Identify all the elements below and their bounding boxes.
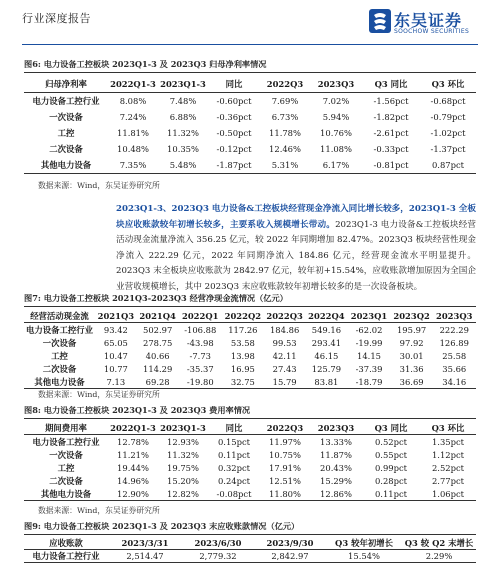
table-cell: 16.95 [230, 363, 255, 374]
table-cell: 5.31% [260, 157, 310, 174]
table-cell: 10.76% [320, 128, 352, 138]
table-header-row [24, 76, 476, 93]
table8-caption: 图8: 电力设备工控板块 2023Q1-3 及 2023Q3 费用率情况 [24, 405, 251, 415]
column-header: 2023/3/31 [108, 537, 182, 550]
column-header: 2023Q3 [310, 76, 362, 93]
table-cell: 117.26 [228, 324, 258, 335]
table-cell: -106.88 [184, 324, 217, 335]
row-label: 一次设备 [42, 337, 77, 348]
column-header: Q3 环比 [420, 421, 476, 435]
table-cell: 293.41 [311, 337, 342, 348]
table-cell: -62.02 [355, 324, 383, 335]
row-label: 二次设备 [49, 475, 83, 486]
table-cell: 27.43 [272, 363, 297, 374]
table-cell: 46.15 [314, 350, 339, 361]
paragraph-highlight: 2023Q1-3、2023Q3 电力设备&工控板块经营现金净流入同比增长较多，2023Q1-3 全板块应收账款较年初增长较多，主要系收入规模增长带动。 [116, 204, 476, 230]
table-cell: -7.73 [189, 350, 211, 361]
table-cell: -1.56pct [373, 96, 409, 106]
table-cell: 12.82% [158, 487, 208, 501]
table-cell: 12.46% [269, 144, 301, 154]
table-cell: 99.53 [272, 337, 297, 348]
table-cell: 11.80% [260, 487, 310, 501]
row-label: 其他电力设备 [24, 487, 108, 501]
table-cell: 0.28pct [374, 475, 408, 486]
table-row [24, 157, 476, 174]
table-row [24, 461, 476, 474]
brand-name-cn: 东吴证券 [394, 11, 463, 30]
column-header: Q3 环比 [420, 76, 476, 93]
operating-cashflow-table [24, 309, 476, 389]
table-cell: 126.89 [439, 337, 469, 348]
table-cell: 25.58 [442, 350, 467, 361]
receivables-table [24, 537, 476, 563]
table-cell: -19.99 [355, 337, 383, 348]
table-cell: 7.24% [119, 112, 147, 122]
table-cell: 12.93% [167, 436, 199, 447]
table-cell: 10.47 [103, 350, 128, 361]
table-cell: 7.48% [169, 96, 197, 106]
table-cell: 97.92 [399, 337, 424, 348]
column-header: 2023Q1 [347, 309, 390, 323]
table-cell: 0.99pct [374, 462, 408, 473]
column-header: 2023Q2 [391, 309, 433, 323]
table-cell: 36.69 [391, 375, 433, 389]
table-cell: 19.75% [167, 462, 199, 473]
table-cell: 502.97 [142, 324, 173, 335]
row-label: 工控 [57, 462, 75, 473]
column-header: 2022Q2 [222, 309, 264, 323]
table-cell: -0.79pct [430, 112, 466, 122]
table-cell: 7.02% [322, 96, 350, 106]
table-cell: 13.33% [320, 436, 352, 447]
column-header: 2022Q1-3 [108, 421, 158, 435]
table-row [24, 323, 476, 337]
table-cell: -43.98 [186, 337, 214, 348]
table-cell: 53.58 [230, 337, 255, 348]
table-cell: 11.78% [269, 128, 301, 138]
table-cell: 12.90% [108, 487, 158, 501]
table-cell: 15.79 [264, 375, 306, 389]
table-cell: 1.12pct [431, 449, 465, 460]
table-cell: 69.28 [137, 375, 179, 389]
table-cell: 6.88% [169, 112, 197, 122]
table-cell: 93.42 [103, 324, 128, 335]
column-header: 2022Q1-3 [108, 76, 158, 93]
table-cell: 11.32% [167, 449, 199, 460]
table6-caption-rule [24, 72, 476, 73]
table-cell: 7.13 [95, 375, 137, 389]
table-cell: 7.35% [108, 157, 158, 174]
table6-source: 数据来源：Wind，东吴证券研究所 [38, 181, 160, 190]
table-cell: 195.97 [396, 324, 427, 335]
table8-caption-rule [24, 418, 476, 419]
analysis-paragraph [116, 202, 476, 295]
table-cell: 222.29 [439, 324, 469, 335]
table-cell: 65.05 [103, 337, 128, 348]
table-cell: 10.75% [269, 449, 301, 460]
table-cell: 13.98 [230, 350, 255, 361]
table-cell: 17.91% [269, 462, 301, 473]
table-row [24, 375, 476, 389]
table-header-row [24, 421, 476, 435]
table-cell: -0.12pct [216, 144, 252, 154]
table-cell: -1.87pct [208, 157, 260, 174]
table-cell: 0.55pct [374, 449, 408, 460]
row-label: 工控 [57, 128, 75, 138]
table-cell: 2.77pct [431, 475, 465, 486]
table-cell: 11.08% [320, 144, 352, 154]
column-header: 2023Q3 [433, 309, 477, 323]
table-cell: 2,842.97 [254, 550, 326, 563]
table-row [24, 487, 476, 501]
row-label: 工控 [51, 350, 68, 361]
table-cell: 114.29 [142, 363, 173, 374]
column-header: 2023Q1-3 [158, 421, 208, 435]
row-label: 二次设备 [49, 144, 83, 154]
column-header: 同比 [208, 76, 260, 93]
table-row [24, 349, 476, 362]
table-cell: -1.37pct [430, 144, 466, 154]
table-cell: 83.81 [306, 375, 348, 389]
table-cell: -0.50pct [216, 128, 252, 138]
page-header [0, 0, 500, 44]
table-row [24, 435, 476, 449]
column-header: 2023/9/30 [254, 537, 326, 550]
table-row [24, 336, 476, 349]
table-cell: 184.86 [269, 324, 300, 335]
table-cell: 15.54% [326, 550, 402, 563]
table-cell: -2.61pct [373, 128, 409, 138]
header-divider [22, 44, 478, 45]
table8-source: 数据来源：Wind，东吴证券研究所 [38, 506, 160, 515]
table-cell: -0.81pct [362, 157, 420, 174]
table-cell: 10.48% [117, 144, 149, 154]
row-label: 电力设备工控行业 [32, 96, 100, 106]
table-cell: -0.08pct [208, 487, 260, 501]
table-cell: 14.96% [117, 475, 149, 486]
table-cell: 5.94% [322, 112, 350, 122]
table-cell: 2.29% [402, 550, 476, 563]
brand-name-en: SOOCHOW SECURITIES [394, 28, 470, 35]
column-header: 2022Q1 [179, 309, 222, 323]
table-cell: 11.97% [269, 436, 301, 447]
table-header-row [24, 309, 476, 323]
column-header: Q3 较年初增长 [326, 537, 402, 550]
column-header: Q3 较 Q2 末增长 [402, 537, 476, 550]
table-cell: -0.68pct [430, 96, 466, 106]
table-cell: -0.60pct [216, 96, 252, 106]
table-row [24, 109, 476, 125]
table-cell: -0.36pct [216, 112, 252, 122]
table-cell: 40.66 [145, 350, 170, 361]
table-cell: 5.48% [158, 157, 208, 174]
table-row [24, 93, 476, 110]
row-label: 电力设备工控行业 [26, 324, 93, 335]
table-header-row [24, 537, 476, 550]
table-cell: -18.79 [347, 375, 390, 389]
table-cell: 42.11 [272, 350, 297, 361]
table9-caption: 图9: 电力设备工控板块 2023Q1-3 及 2023Q3 末应收账款情况（亿元） [24, 521, 300, 531]
table9-caption-rule [24, 534, 476, 535]
table-row [24, 474, 476, 487]
table-cell: 32.75 [222, 375, 264, 389]
table-cell: 2,779.32 [182, 550, 254, 563]
row-label: 二次设备 [42, 363, 77, 374]
table-cell: 2,514.47 [108, 550, 182, 563]
table-row [24, 125, 476, 141]
table-cell: 0.24pct [217, 475, 251, 486]
table-cell: 7.69% [271, 96, 299, 106]
column-header: 同比 [208, 421, 260, 435]
table-cell: -0.33pct [373, 144, 409, 154]
table-cell: 15.20% [167, 475, 199, 486]
table-cell: 0.87pct [420, 157, 476, 174]
table-cell: 12.51% [269, 475, 301, 486]
row-label: 一次设备 [49, 112, 83, 122]
table-cell: 6.17% [310, 157, 362, 174]
column-header: 2023Q3 [310, 421, 362, 435]
table-cell: 35.66 [442, 363, 467, 374]
table-cell: 0.15pct [217, 436, 251, 447]
brand-logo-icon [368, 8, 392, 34]
table-cell: 1.35pct [431, 436, 465, 447]
table-cell: 278.75 [142, 337, 173, 348]
table-cell: 0.32pct [217, 462, 251, 473]
table-cell: 15.29% [320, 475, 352, 486]
column-header: 2022Q4 [306, 309, 348, 323]
table7-caption-rule [24, 306, 476, 307]
column-header: 2022Q3 [260, 421, 310, 435]
table-cell: 125.79 [311, 363, 342, 374]
table-cell: 11.32% [167, 128, 199, 138]
column-header: 2021Q3 [95, 309, 137, 323]
column-header: 2023Q1-3 [158, 76, 208, 93]
row-label: 电力设备工控行业 [32, 436, 100, 447]
table-cell: 10.77 [103, 363, 128, 374]
table-cell: 0.52pct [374, 436, 408, 447]
table-cell: 19.44% [117, 462, 149, 473]
row-label: 其他电力设备 [24, 375, 95, 389]
table-cell: 11.21% [117, 449, 149, 460]
table-row [24, 448, 476, 461]
table-cell: 8.08% [119, 96, 147, 106]
column-header: 应收账款 [24, 537, 108, 550]
table-cell: 549.16 [311, 324, 342, 335]
table-cell: 11.81% [117, 128, 149, 138]
column-header: Q3 同比 [362, 421, 420, 435]
table6-caption: 图6: 电力设备工控板块 2023Q1-3 及 2023Q3 归母净利率情况 [24, 59, 267, 69]
table-cell: -1.82pct [373, 112, 409, 122]
report-category: 行业深度报告 [22, 12, 91, 25]
column-header: 2023/6/30 [182, 537, 254, 550]
row-label: 其他电力设备 [24, 157, 108, 174]
expense-ratio-table [24, 421, 476, 501]
column-header: 期间费用率 [24, 421, 108, 435]
table-cell: 31.36 [399, 363, 424, 374]
table-cell: 6.73% [271, 112, 299, 122]
table7-source: 数据来源：Wind，东吴证券研究所 [38, 390, 160, 399]
column-header: 2022Q3 [260, 76, 310, 93]
column-header: 2021Q4 [137, 309, 179, 323]
table-cell: 11.87% [320, 449, 352, 460]
table-cell: 1.06pct [420, 487, 476, 501]
table-row [24, 550, 476, 563]
table-cell: 12.86% [310, 487, 362, 501]
column-header: 归母净利率 [24, 76, 108, 93]
table-cell: -35.37 [186, 363, 214, 374]
table7-caption: 图7: 电力设备工控板块 2021Q3-2023Q3 经营净现金流情况（亿元） [24, 293, 288, 303]
table-cell: 12.78% [117, 436, 149, 447]
row-label: 一次设备 [49, 449, 83, 460]
table-cell: -37.39 [355, 363, 383, 374]
table-cell: 0.11pct [217, 449, 251, 460]
column-header: 经营活动现金流 [24, 309, 95, 323]
column-header: Q3 同比 [362, 76, 420, 93]
table-cell: 34.16 [433, 375, 477, 389]
table-cell: 10.35% [167, 144, 199, 154]
column-header: 2022Q3 [264, 309, 306, 323]
table-cell: 30.01 [399, 350, 424, 361]
table-cell: 0.11pct [362, 487, 420, 501]
table-row [24, 362, 476, 375]
table-cell: -1.02pct [430, 128, 466, 138]
table-cell: 14.15 [357, 350, 381, 361]
table-cell: -19.80 [179, 375, 222, 389]
brand-logo [368, 8, 480, 38]
table-cell: 20.43% [320, 462, 352, 473]
table-row [24, 141, 476, 157]
paragraph-body: 2023Q1-3 电力设备&工控板块经营活动现金流量净流入 356.25 亿元，较 2022 年同期增加 82.47%。2023Q3 板块经营性现金净流入 222.29 亿元，2022 年同期净流入 184.86 亿元，经营现金流水平明显提升。2023Q3 末全板块应收账款为 2842.97 亿元，较年初+15.54%，应收账款增加原因为全国企业营收规模增长，其中 2023Q3 末应收账款较年初增长较多的是一次设备板块。 [116, 219, 476, 292]
table-cell: 2.52pct [431, 462, 465, 473]
net-margin-table [24, 76, 476, 174]
row-label: 电力设备工控行业 [24, 550, 108, 563]
